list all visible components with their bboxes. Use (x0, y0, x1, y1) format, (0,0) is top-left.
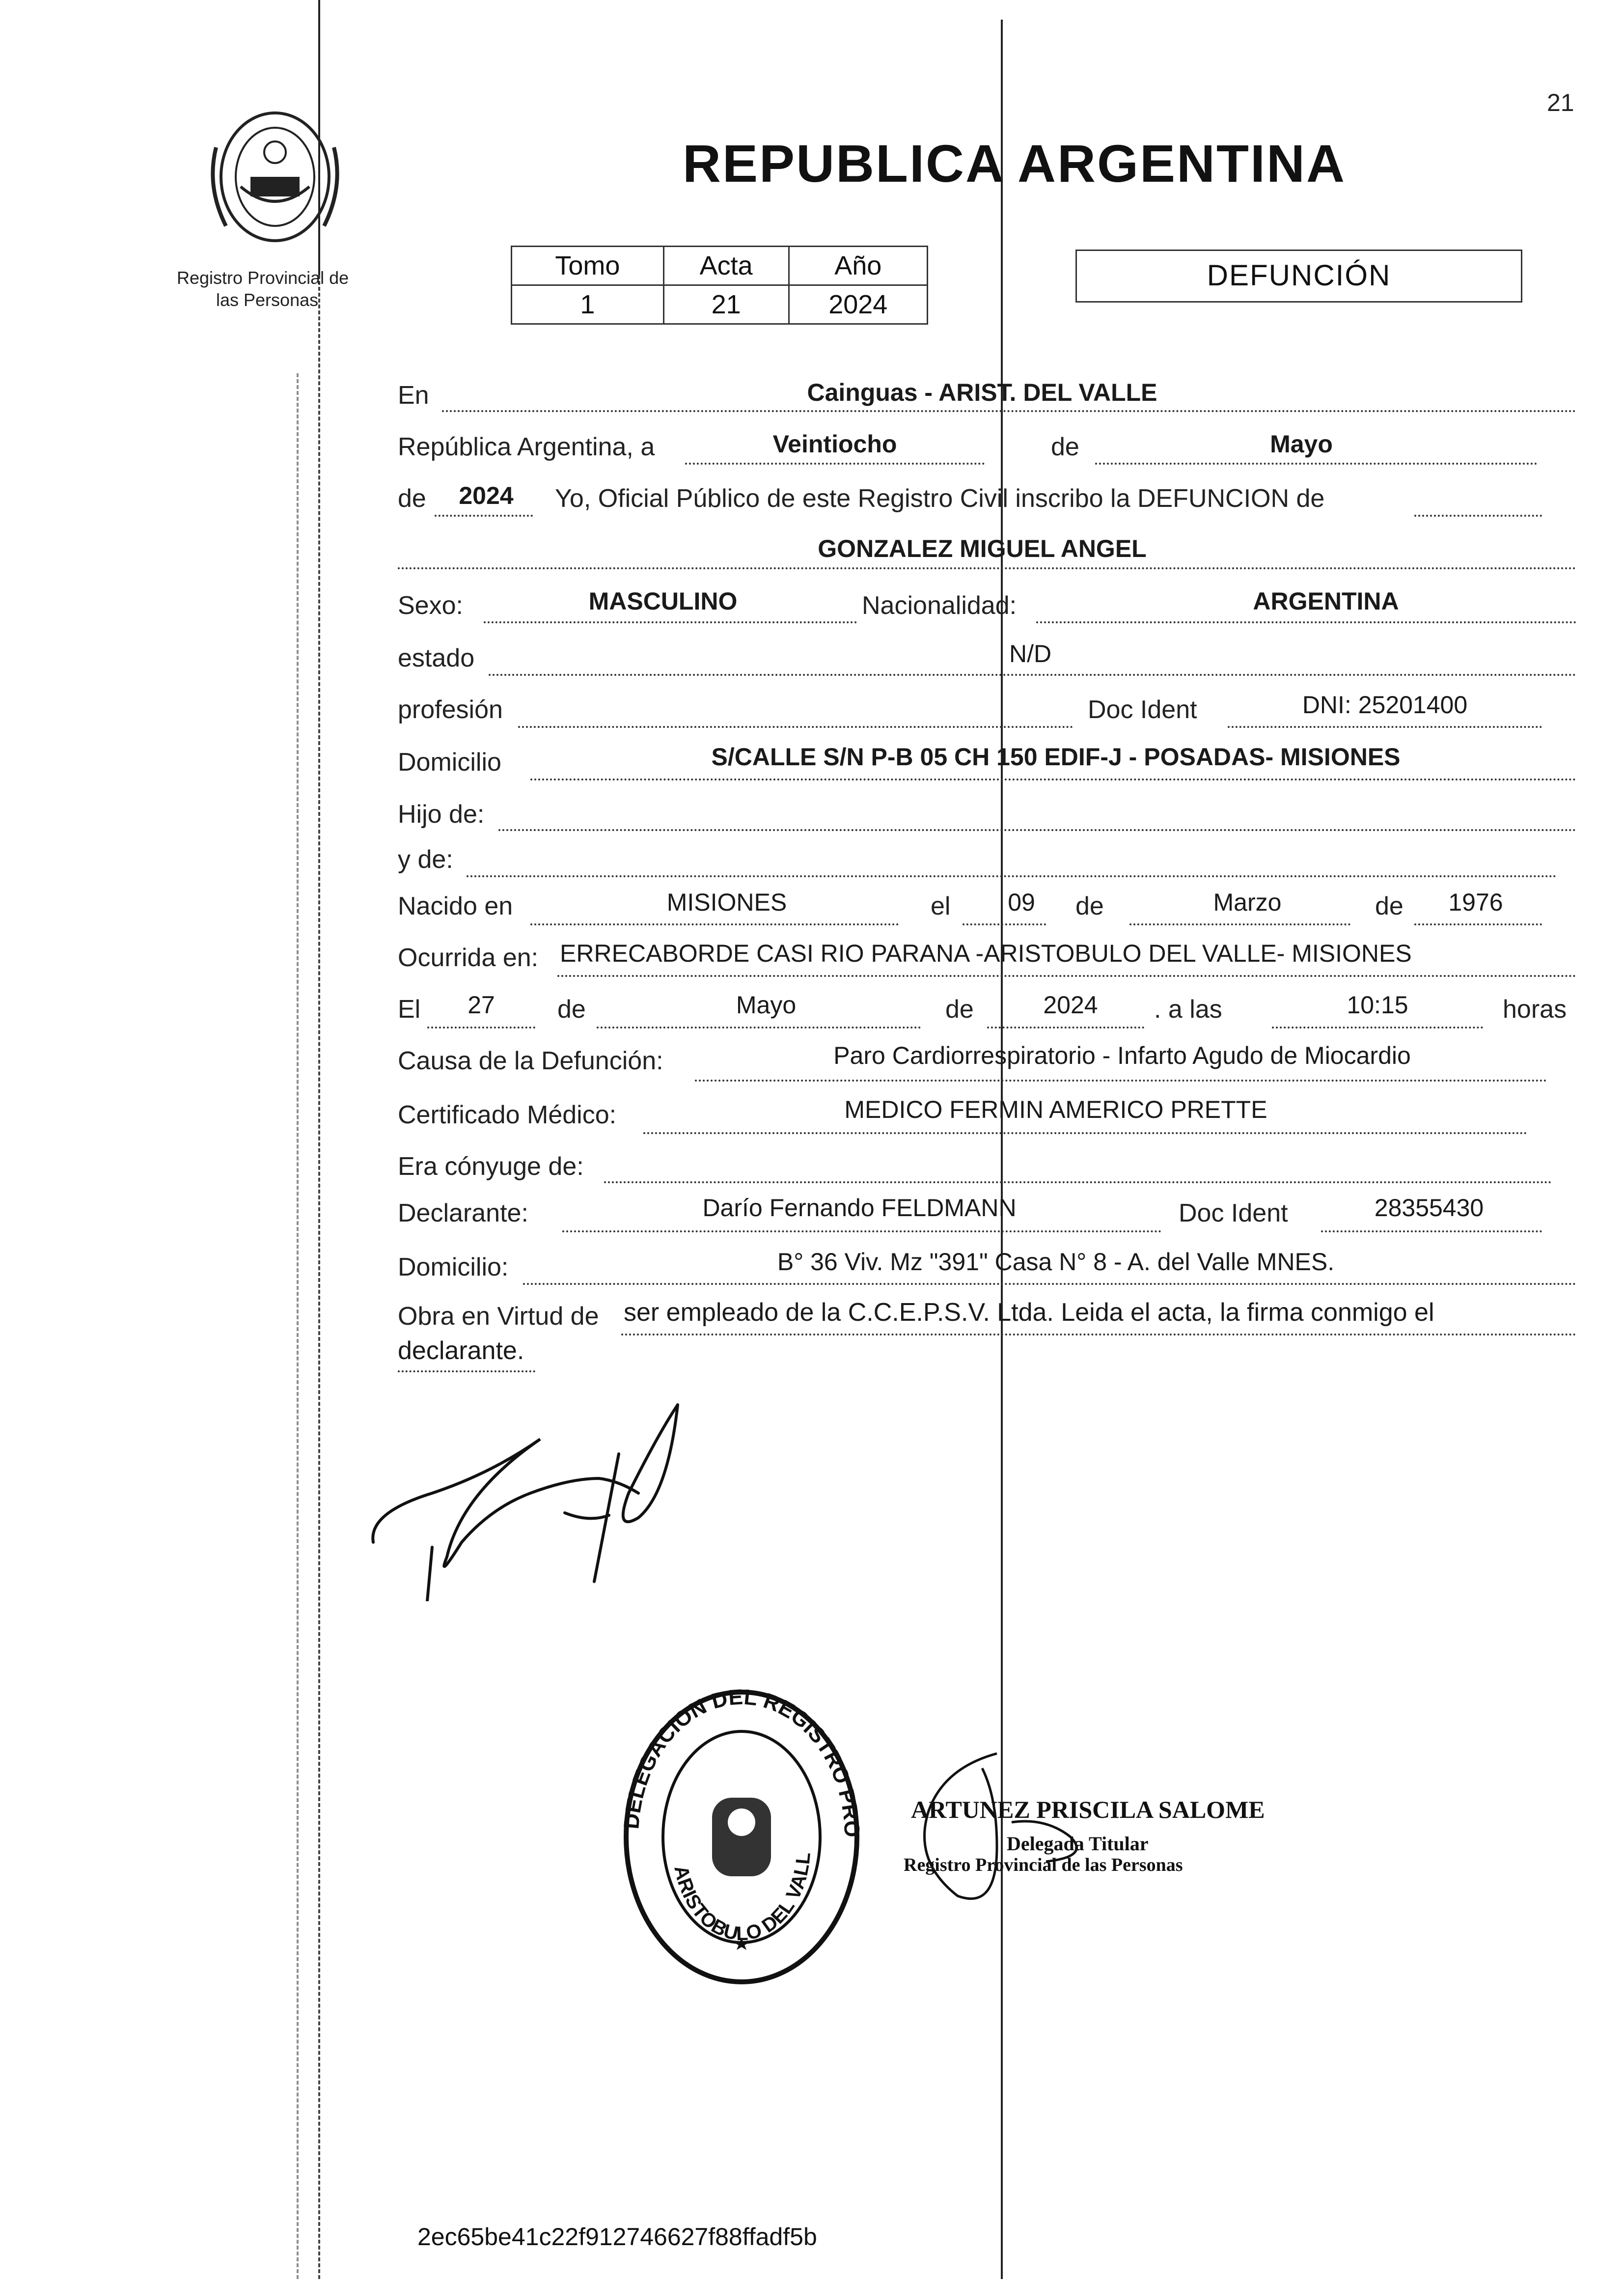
obra-dots (621, 1334, 1576, 1335)
yde-dots (467, 875, 1557, 877)
page-title: REPUBLICA ARGENTINA (683, 134, 1346, 193)
de2-label: de (398, 484, 426, 513)
death-year-dots (987, 1027, 1144, 1029)
el2-label: El (398, 995, 421, 1024)
republica-label: República Argentina, a (398, 433, 655, 461)
name-value: GONZALEZ MIGUEL ANGEL (818, 535, 1147, 562)
day-dots (685, 463, 985, 465)
estado-dots (489, 674, 1576, 676)
ocurrida-value: ERRECABORDE CASI RIO PARANA -ARISTOBULO DEL VALLE- MISIONES (560, 940, 1412, 967)
official-role: Delegada Titular (1007, 1833, 1149, 1855)
day-value: Veintiocho (772, 430, 897, 458)
name-dots (398, 567, 1576, 569)
death-year: 2024 (1043, 991, 1098, 1019)
estado-label: estado (398, 644, 475, 672)
record-table (511, 246, 928, 325)
obra-value-line2: declarante. (398, 1336, 524, 1365)
declarante-value: Darío Fernando FELDMANN (702, 1194, 1017, 1222)
yo-text: Yo, Oficial Público de este Registro Civil inscribo la DEFUNCION de (555, 484, 1325, 513)
birth-day-dots (963, 923, 1046, 925)
de3-label: de (1075, 892, 1104, 920)
causa-label: Causa de la Defunción: (398, 1047, 663, 1075)
death-time: 10:15 (1347, 991, 1408, 1019)
de6-label: de (945, 995, 974, 1024)
ocurrida-dots (557, 975, 1576, 977)
en-label: En (398, 381, 429, 410)
month-value: Mayo (1270, 430, 1333, 458)
stamp-inner-text: ARISTOBULO DEL VALL (670, 1851, 815, 1945)
death-time-dots (1272, 1027, 1483, 1029)
official-signature (884, 1749, 1105, 1911)
nacionalidad-label: Nacionalidad: (862, 591, 1017, 620)
doc2-dots (1321, 1230, 1542, 1232)
record-table-acta: 21 (663, 285, 789, 324)
record-table-value-row (512, 285, 928, 324)
domicilio2-dots (523, 1283, 1576, 1285)
footer-hash: 2ec65be41c22f912746627f88ffadf5b (417, 2223, 817, 2251)
birth-year-dots (1414, 923, 1542, 925)
yo-dots (1414, 515, 1542, 517)
stamp-outer-text: DELEGACION DEL REGISTRO PRO (619, 1685, 864, 1838)
record-table-header-tomo: Tomo (512, 247, 664, 285)
sexo-label: Sexo: (398, 591, 463, 620)
declarant-signature (363, 1395, 805, 1601)
domicilio-dots (530, 779, 1576, 780)
domicilio2-value: B° 36 Viv. Mz "391" Casa N° 8 - A. del Valle MNES. (777, 1248, 1335, 1276)
doc-dots (1228, 726, 1542, 728)
birth-month-dots (1129, 923, 1350, 925)
de4-label: de (1375, 892, 1404, 920)
nacido-value: MISIONES (666, 889, 787, 916)
conyuge-label: Era cónyuge de: (398, 1152, 584, 1181)
birth-month: Marzo (1213, 889, 1282, 916)
alas-label: . a las (1154, 995, 1222, 1024)
record-table-header-anio: Año (789, 247, 927, 285)
record-type-box (1075, 250, 1522, 303)
nacido-label: Nacido en (398, 892, 513, 920)
ocurrida-label: Ocurrida en: (398, 944, 539, 972)
obra-value-line1: ser empleado de la C.C.E.P.S.V. Ltda. Leida el acta, la firma conmigo el (624, 1298, 1434, 1327)
domicilio-label: Domicilio (398, 748, 501, 777)
nacido-dots (530, 923, 899, 925)
estado-value: N/D (1009, 640, 1052, 668)
profesion-dots (518, 726, 1073, 728)
yde-label: y de: (398, 845, 453, 874)
logo-caption-line2: las Personas (216, 290, 319, 310)
record-type: DEFUNCIÓN (1207, 259, 1391, 292)
official-office: Registro Provincial de las Personas (904, 1855, 1183, 1875)
doc2-value: 28355430 (1374, 1194, 1484, 1222)
official-stamp (619, 1685, 864, 1989)
birth-day: 09 (1008, 889, 1035, 916)
en-value: Cainguas - ARIST. DEL VALLE (807, 379, 1157, 406)
nacionalidad-value: ARGENTINA (1253, 587, 1399, 615)
cert-dots (643, 1132, 1527, 1134)
cert-label: Certificado Médico: (398, 1101, 617, 1129)
el-label: el (931, 892, 951, 920)
death-month: Mayo (736, 991, 797, 1019)
doc-label: Doc Ident (1088, 695, 1197, 724)
nacionalidad-dots (1036, 621, 1576, 623)
record-table-header-acta: Acta (663, 247, 789, 285)
obra-dots-2 (398, 1370, 535, 1372)
causa-value: Paro Cardiorrespiratorio - Infarto Agudo de Miocardio (833, 1042, 1411, 1069)
obra-label: Obra en Virtud de (398, 1302, 599, 1331)
doc2-label: Doc Ident (1179, 1199, 1288, 1227)
scan-vertical-dashes-left (318, 275, 322, 2279)
cert-value: MEDICO FERMIN AMERICO PRETTE (844, 1096, 1267, 1123)
death-day: 27 (468, 991, 495, 1019)
hijo-label: Hijo de: (398, 800, 485, 829)
hijo-dots (498, 829, 1576, 831)
official-name: ARTUNEZ PRISCILA SALOME (911, 1796, 1265, 1823)
month-dots (1095, 463, 1537, 465)
sexo-value: MASCULINO (588, 587, 738, 615)
causa-dots (695, 1080, 1547, 1082)
domicilio2-label: Domicilio: (398, 1253, 509, 1281)
sexo-dots (484, 621, 857, 623)
declarante-dots (562, 1230, 1161, 1232)
conyuge-dots (604, 1181, 1552, 1183)
horas-label: horas (1503, 995, 1567, 1024)
de1-label: de (1051, 433, 1079, 461)
birth-year: 1976 (1448, 889, 1503, 916)
year-dots (435, 515, 533, 517)
profesion-label: profesión (398, 695, 503, 724)
scan-vertical-dashes-margin (297, 373, 301, 2279)
domicilio-value: S/CALLE S/N P-B 05 CH 150 EDIF-J - POSADAS- MISIONES (711, 743, 1401, 771)
en-dots (442, 410, 1576, 412)
record-table-header-row (512, 247, 928, 285)
year-value: 2024 (459, 482, 514, 509)
logo-caption-line1: Registro Provincial de (177, 268, 349, 288)
death-day-dots (427, 1027, 535, 1029)
death-month-dots (597, 1027, 921, 1029)
doc-value: DNI: 25201400 (1302, 691, 1468, 719)
de5-label: de (557, 995, 586, 1024)
registry-logo (196, 98, 354, 255)
page-number: 21 (1547, 89, 1574, 116)
scan-vertical-line-center (1001, 20, 1003, 2279)
record-table-anio: 2024 (789, 285, 927, 324)
declarante-label: Declarante: (398, 1199, 528, 1227)
coat-of-arms-icon (196, 98, 354, 255)
record-table-tomo: 1 (512, 285, 664, 324)
